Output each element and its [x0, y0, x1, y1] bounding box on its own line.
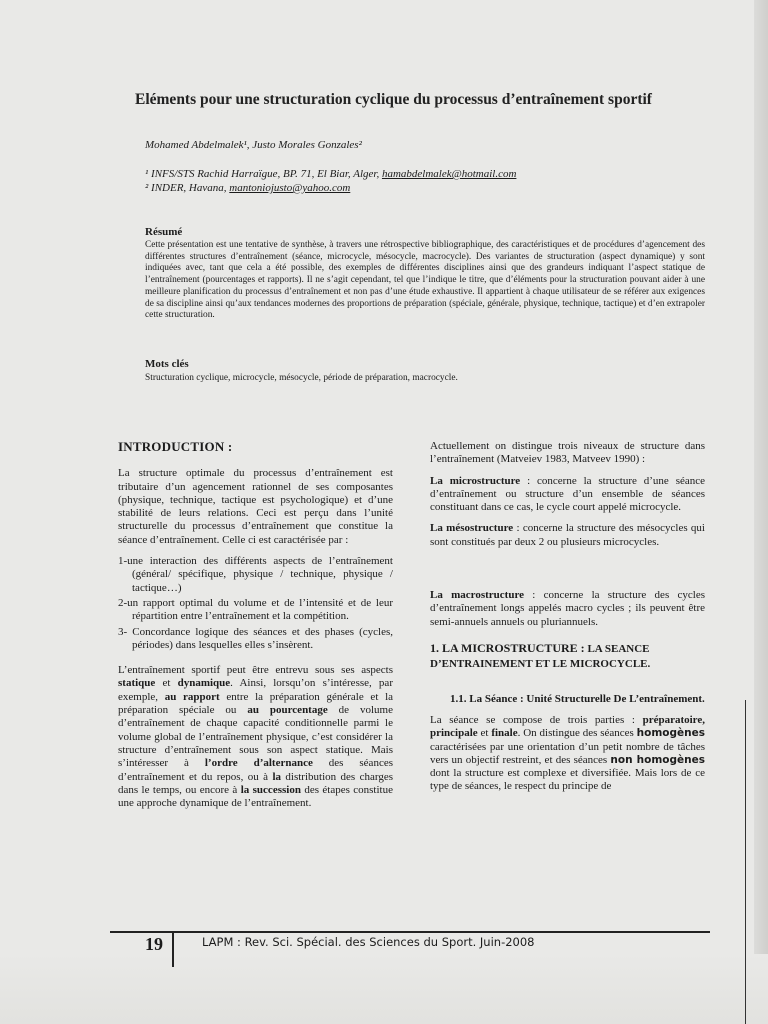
abstract-text: Cette présentation est une tentative de synthèse, à travers une rétrospective bibliographique, des caractéristiques et de procédures d’agencement des différentes structures d’entraînement (séance, microcycle, mésocycle, macrocycle). Des variantes de structuration (aspect dynamique) y sont indiquées avec, tant que cela a été possible, des exemples de différentes disciplines ainsi que des grandeurs indiquant l’aspect statique de l’entraînement (pourcentages et rapports). Il ne s’agit cependant, tel que l’indique le titre, que d’éléments pour la structuration pouvant aider à une meilleure planification du processus d’entraînement et non pas d’une étude exhaustive. Il appartient à chaque utilisateur de se référer aux exigences de sa discipline ainsi qu’aux tendances modernes des proportions de préparation (spéciale, générale, physique, technique, tactique) et d’en extrapoler cette structuration.: [145, 240, 705, 321]
macrostructure-paragraph: La macrostructure : concerne la structure des cycles d’entraînement longs appelés macro cycles ; ils peuvent être semi-annuels annuels ou pluriannuels.: [430, 589, 705, 628]
affiliations: [145, 167, 705, 195]
email-link-2[interactable]: mantoniojusto@yahoo.com: [229, 182, 351, 194]
affiliation-2: ² INDER, Havana, mantoniojusto@yahoo.com: [145, 182, 351, 194]
footer-divider: [172, 931, 174, 967]
page-edge-line: [745, 700, 746, 1024]
static-dynamic-paragraph: L’entraînement sportif peut être entrevu sous ses aspects statique et dynamique. Ainsi, lorsqu’on s’intéresse, par exemple, au rapport entre la préparation générale et la préparation spéciale ou au pourcentage de volume d’entraînement de chaque capacité conditionnelle parmi le volume global de l’entraînement physique, c’est considérer la structure d’entraînement sous son aspect statique. Mais s’intéresser à l’ordre d’alternance des séances d’entraînement et du repos, ou à la distribution des charges dans le temps, ou encore à la succession des étapes constitue une approche dynamique de l’entraînement.: [118, 664, 394, 810]
microstructure-paragraph: La microstructure : concerne la structure d’une séance d’entraînement ou structure d’un ensemble de séances constituant dans ce cas, le cycle court appelé microcycle.: [430, 474, 706, 514]
right-column: [430, 440, 705, 802]
authors: Mohamed Abdelmalek¹, Justo Morales Gonzales²: [145, 139, 362, 151]
list-item: 3- Concordance logique des séances et des phases (cycles, périodes) dans lesquelles elles s’insèrent.: [118, 625, 393, 651]
adjacent-page-edge: [754, 0, 768, 1024]
mesostructure-paragraph: La mésostructure : concerne la structure des mésocycles qui sont constitués par deux 2 ou plusieurs microcycles.: [430, 522, 705, 548]
affiliation-1: ¹ INFS/STS Rachid Harraïgue, BP. 71, El Biar, Alger, hamabdelmalek@hotmail.com: [145, 168, 517, 180]
email-link-1[interactable]: hamabdelmalek@hotmail.com: [381, 168, 517, 180]
article-title: Eléments pour une structuration cyclique du processus d’entraînement sportif: [135, 91, 652, 108]
list-item: 2-un rapport optimal du volume et de l’intensité et de leur répartition entre l’entraînement et la compétition.: [118, 596, 393, 623]
characteristics-list: [118, 555, 393, 652]
list-item: 1-une interaction des différents aspects de l’entraînement (général/ spécifique, physique / technique, physique / tactique…): [118, 555, 393, 594]
page-number: 19: [145, 934, 163, 954]
page-bottom-margin: [0, 954, 768, 1024]
keywords-heading: Mots clés: [145, 358, 189, 370]
left-column: [118, 440, 393, 818]
keywords-text: Structuration cyclique, microcycle, mésocycle, période de préparation, macrocycle.: [145, 373, 458, 383]
abstract-heading: Résumé: [145, 226, 183, 238]
journal-reference: LAPM : Rev. Sci. Spécial. des Sciences du Sport. Juin-2008: [202, 935, 535, 949]
section-heading-microstructure: 1. LA MICROSTRUCTURE : LA SEANCE D’ENTRAINEMENT ET LE MICROCYCLE.: [430, 640, 651, 670]
seance-paragraph: La séance se compose de trois parties : préparatoire, principale et finale. On distingue des séances homogènes caractérisées par une orientation d’un petit nombre de tâches vers un objectif restreint, et des séances non homogènes dont la structure est complexe et diversifiée. Mais lors de ce type de séances, le respect du principe de: [430, 713, 705, 793]
subsection-heading-seance: 1.1. La Séance : Unité Structurelle De L’entraînement.: [450, 692, 705, 705]
structure-levels-paragraph: Actuellement on distingue trois niveaux de structure dans l’entraînement (Matveiev 1983, Matveev 1990) :: [430, 440, 705, 466]
introduction-heading: INTRODUCTION :: [118, 439, 233, 454]
footer-rule: [110, 931, 710, 933]
intro-paragraph: La structure optimale du processus d’entraînement est tributaire d’un agencement rationnel de ses composantes (physique, technique, tactique est psychologique) et d’une stabilité de leurs relations. Ceci est perçu dans l’unité structurelle du processus d’entraînement que constitue la séance d’entraînement. Celle ci est caractérisée par :: [118, 467, 393, 546]
